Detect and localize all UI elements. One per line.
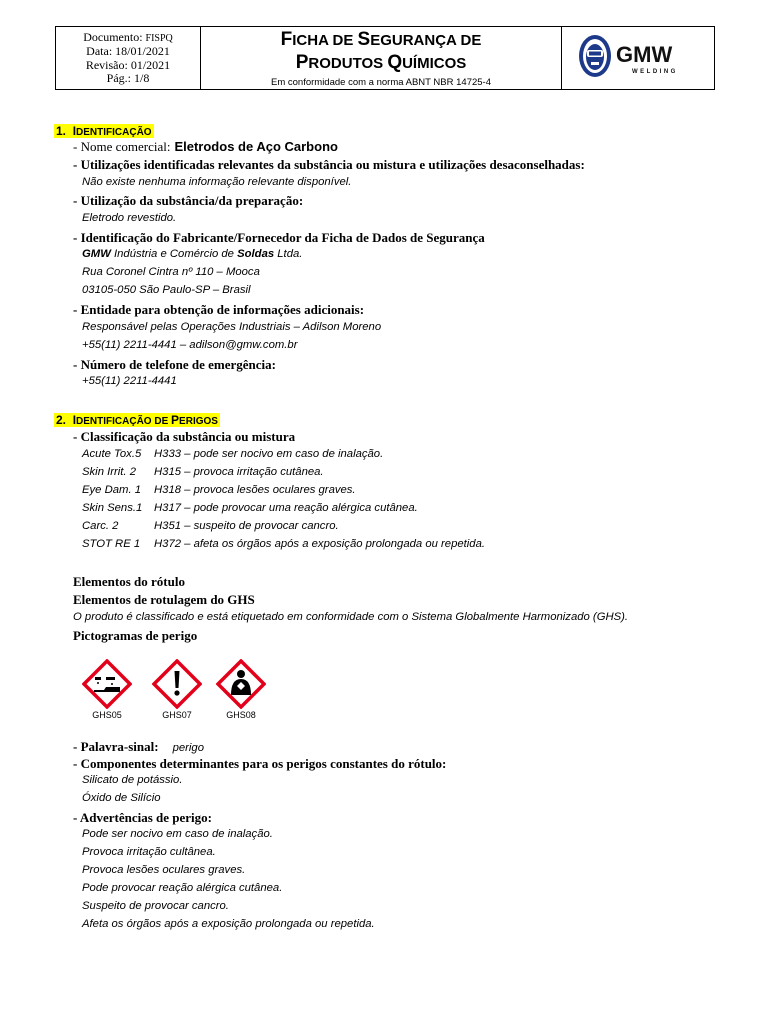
entity-contact: +55(11) 2211-4441 – adilson@gmw.com.br xyxy=(82,339,298,351)
section-1-heading: 1. IDENTIFICAÇÃO xyxy=(56,124,152,138)
warning-item: Pode ser nocivo em caso de inalação. xyxy=(82,828,273,840)
preparation-value: Eletrodo revestido. xyxy=(82,212,177,224)
company-logo xyxy=(562,27,715,90)
warning-item: Provoca lesões oculares graves. xyxy=(82,864,246,876)
document-meta xyxy=(56,27,201,90)
warning-item: Afeta os órgãos após a exposição prolongada ou repetida. xyxy=(82,918,375,930)
signal-word-label: - Palavra-sinal: xyxy=(73,739,159,754)
classification-row: Skin Sens.1 H317 – pode provocar uma reação alérgica cutânea. xyxy=(82,502,418,514)
document-subtitle: Em conformidade com a norma ABNT NBR 14725-4 xyxy=(270,76,491,88)
warning-item: Pode provocar reação alérgica cutânea. xyxy=(82,882,283,894)
trade-name-value: Eletrodos de Aço Carbono xyxy=(174,139,338,154)
uses-label: - Utilizações identificadas relevantes da substância ou mistura e utilizações desaconselhadas: xyxy=(73,157,585,172)
pictogram-label: GHS05 xyxy=(92,710,122,720)
entity-person: Responsável pelas Operações Industriais – Adilson Moreno xyxy=(82,321,382,333)
document-title-line-1: FICHA DE SEGURANÇA DE xyxy=(280,28,482,50)
component-item: Óxido de Silício xyxy=(82,792,161,804)
supplier-street: Rua Coronel Cintra nº 110 – Mooca xyxy=(82,266,260,278)
components-label: - Componentes determinantes para os perigos constantes do rótulo: xyxy=(73,756,447,771)
classification-label: - Classificação da substância ou mistura xyxy=(73,429,296,444)
classification-row: Carc. 2 H351 – suspeito de provocar cancro. xyxy=(82,520,339,532)
entity-label: - Entidade para obtenção de informações adicionais: xyxy=(73,302,365,317)
emergency-label: - Número de telefone de emergência: xyxy=(73,357,276,372)
document-date: Data: 18/01/2021 xyxy=(86,44,170,58)
corrosion-pictogram-icon xyxy=(82,659,132,709)
supplier-label: - Identificação do Fabricante/Fornecedor da Ficha de Dados de Segurança xyxy=(73,230,485,245)
label-elements-heading: Elementos do rótulo xyxy=(73,574,185,589)
document-code: FISPQ xyxy=(145,32,173,44)
document-page: Pág.: 1/8 xyxy=(106,71,150,85)
preparation-label: - Utilização da substância/da preparação: xyxy=(73,193,304,208)
classification-row: STOT RE 1 H372 – afeta os órgãos após a exposição prolongada ou repetida. xyxy=(82,538,485,550)
gmw-logo-icon xyxy=(568,28,708,84)
pictogram-label: GHS08 xyxy=(226,710,256,720)
ghs-statement: O produto é classificado e está etiquetado em conformidade com o Sistema Globalmente Harmonizado (GHS). xyxy=(73,611,629,623)
warning-item: Suspeito de provocar cancro. xyxy=(82,900,229,912)
trade-name-row xyxy=(73,138,338,156)
classification-row: Skin Irrit. 2 H315 – provoca irritação cutânea. xyxy=(82,466,324,478)
svg-text:GMW: GMW xyxy=(616,41,673,67)
classification-row: Eye Dam. 1 H318 – provoca lesões oculares graves. xyxy=(82,484,356,496)
document-label: Documento: xyxy=(83,29,143,44)
document-title-line-2: PRODUTOS QUÍMICOS xyxy=(295,51,467,73)
health-hazard-pictogram-icon xyxy=(216,659,266,709)
emergency-phone: +55(11) 2211-4441 xyxy=(82,375,177,387)
warnings-label: - Advertências de perigo: xyxy=(73,810,213,825)
document-header xyxy=(55,26,715,90)
signal-word-value: perigo xyxy=(172,742,204,754)
ghs-label-elements-heading: Elementos de rotulagem do GHS xyxy=(73,592,255,607)
warning-item: Provoca irritação cultânea. xyxy=(82,846,216,858)
trade-name-label: - Nome comercial: xyxy=(73,139,171,154)
supplier-name: GMW Indústria e Comércio de Soldas Ltda. xyxy=(82,248,303,260)
pictogram-label: GHS07 xyxy=(162,710,192,720)
document-title-cell xyxy=(201,27,562,90)
exclamation-pictogram-icon xyxy=(152,659,202,709)
section-2-heading: 2. IDENTIFICAÇÃO DE PERIGOS xyxy=(56,413,218,427)
component-item: Silicato de potássio. xyxy=(82,774,183,786)
uses-value: Não existe nenhuma informação relevante disponível. xyxy=(82,176,352,188)
pictograms-heading: Pictogramas de perigo xyxy=(73,628,198,643)
classification-row: Acute Tox.5 H333 – pode ser nocivo em caso de inalação. xyxy=(82,448,384,460)
document-revision: Revisão: 01/2021 xyxy=(85,57,171,72)
supplier-city: 03105-050 São Paulo-SP – Brasil xyxy=(82,284,251,296)
svg-text:WELDING: WELDING xyxy=(632,68,678,75)
signal-word-row xyxy=(73,738,204,756)
